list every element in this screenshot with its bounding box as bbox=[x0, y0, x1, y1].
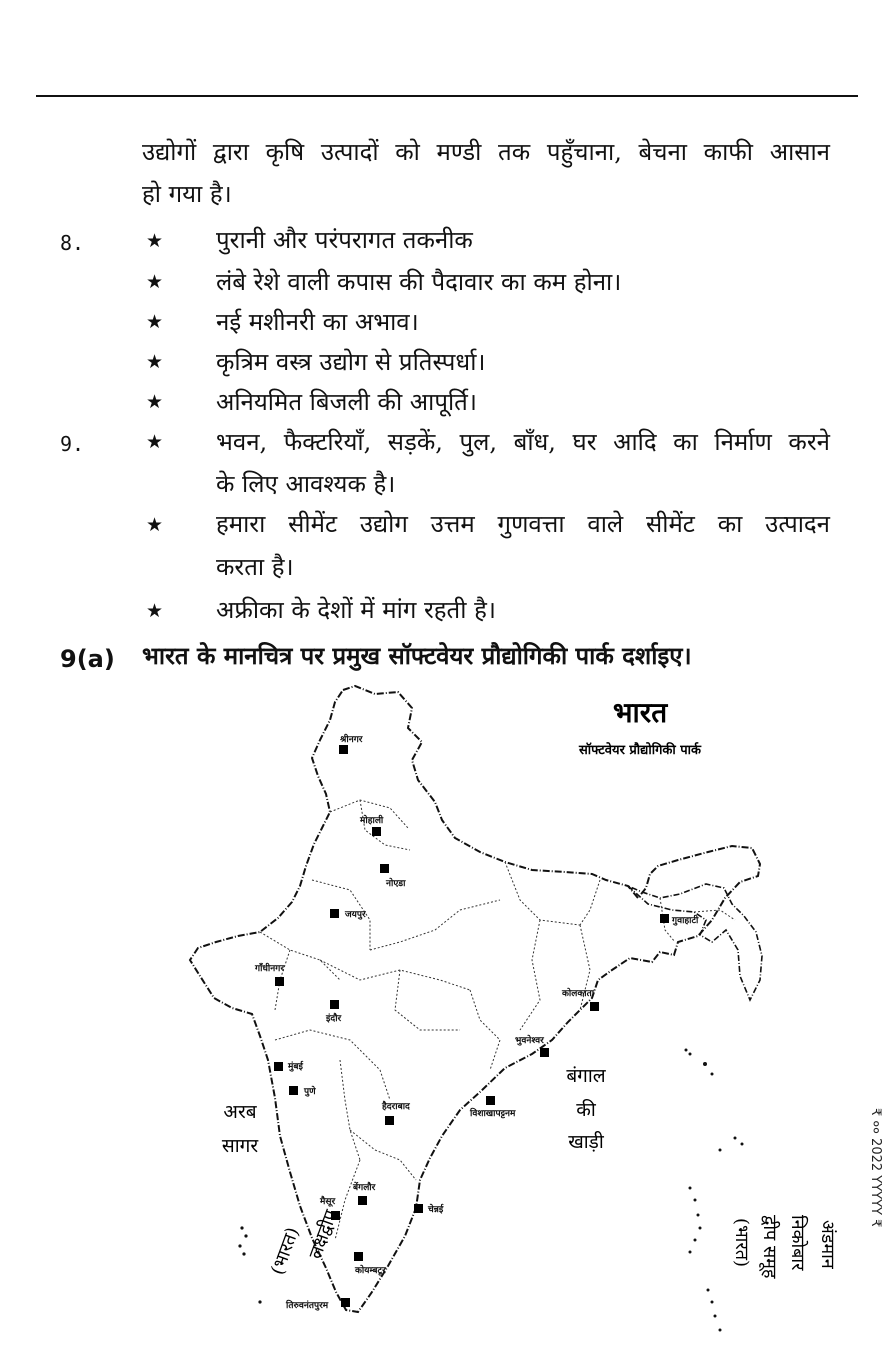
label-pune: पुणे bbox=[304, 1087, 316, 1097]
marker-gandhinagar bbox=[275, 977, 284, 986]
label-mumbai: मुंबई bbox=[288, 1062, 303, 1072]
q9-item-2-line-1: हमारा सीमेंट उद्योग उत्तम गुणवत्ता वाले सीमेंट का उत्पादन bbox=[216, 510, 830, 538]
marker-visakhapatnam bbox=[486, 1096, 495, 1105]
lakshadweep-label: लक्षद्वीप bbox=[304, 1207, 342, 1262]
marker-mumbai bbox=[274, 1062, 283, 1071]
marker-srinagar bbox=[339, 745, 348, 754]
arabian-sea-line-2: सागर bbox=[221, 1135, 259, 1157]
dweep-samooh-label: द्वीप समूह bbox=[759, 1215, 780, 1279]
label-mohali: मोहाली bbox=[360, 816, 384, 826]
label-visakhapatnam: विशाखापट्टनम bbox=[470, 1109, 516, 1119]
label-chennai: चेन्नई bbox=[428, 1205, 444, 1215]
q9-item-1-line-2: के लिए आवश्यक है। bbox=[216, 470, 396, 498]
bay-of-bengal-line-3: खाड़ी bbox=[568, 1131, 604, 1153]
label-bengaluru: बेंगलौर bbox=[353, 1183, 376, 1193]
q9-item-2-line-2: करता है। bbox=[216, 553, 294, 581]
q8-item-2: लंबे रेशे वाली कपास की पैदावार का कम होना। bbox=[216, 268, 622, 296]
label-bhubaneswar: भुवनेश्वर bbox=[515, 1036, 544, 1046]
q9a-number: 9(a) bbox=[60, 645, 115, 673]
northeast-outline bbox=[628, 884, 762, 1000]
marker-hyderabad bbox=[385, 1116, 394, 1125]
q8-item-5: अनियमित बिजली की आपूर्ति। bbox=[216, 388, 477, 416]
andaman-bharat-label: (भारत) bbox=[731, 1218, 752, 1267]
bullet-star: ★ bbox=[146, 271, 164, 293]
india-outline bbox=[190, 686, 760, 1312]
intro-line-2: हो गया है। bbox=[142, 180, 232, 208]
q9a-question: भारत के मानचित्र पर प्रमुख सॉफ्टवेयर प्रौद्योगिकी पार्क दर्शाइए। bbox=[142, 641, 692, 670]
intro-line-1: उद्योगों द्वारा कृषि उत्पादों को मण्डी तक पहुँचाना, बेचना काफी आसान bbox=[142, 138, 830, 166]
bullet-star: ★ bbox=[146, 311, 164, 333]
map-subtitle: सॉफ्टवेयर प्रौद्योगिकी पार्क bbox=[578, 743, 702, 758]
marker-bhubaneswar bbox=[540, 1048, 549, 1057]
q8-number: 8. bbox=[60, 231, 85, 255]
andaman-label: अंडमान bbox=[817, 1220, 838, 1269]
bullet-star: ★ bbox=[146, 391, 164, 413]
label-gandhinagar: गाँधीनगर bbox=[255, 964, 285, 974]
marker-chennai bbox=[414, 1204, 423, 1213]
label-jaipur: जयपुर bbox=[345, 910, 366, 920]
marker-mohali bbox=[372, 827, 381, 836]
bullet-star: ★ bbox=[146, 600, 164, 622]
label-thiruvananthapuram: तिरुवनंतपुरम bbox=[286, 1301, 329, 1311]
bullet-star: ★ bbox=[146, 431, 164, 453]
bay-of-bengal-line-1: बंगाल bbox=[566, 1065, 606, 1087]
label-coimbatore: कोयम्बटूर bbox=[355, 1266, 386, 1276]
label-mysuru: मैसूर bbox=[320, 1197, 336, 1207]
bay-of-bengal-line-2: की bbox=[576, 1099, 596, 1121]
marker-coimbatore bbox=[354, 1252, 363, 1261]
map-title: भारत bbox=[612, 696, 668, 729]
lakshadweep-islands bbox=[238, 1226, 261, 1303]
bullet-star: ★ bbox=[146, 230, 164, 252]
q8-item-1: पुरानी और परंपरागत तकनीक bbox=[216, 226, 473, 254]
label-srinagar: श्रीनगर bbox=[340, 735, 363, 745]
marker-jaipur bbox=[330, 909, 339, 918]
q9-item-1-line-1: भवन, फैक्टरियाँ, सड़कें, पुल, बाँध, घर आदि का निर्माण करने bbox=[216, 428, 830, 456]
bullet-star: ★ bbox=[146, 514, 164, 536]
top-rule bbox=[36, 95, 858, 97]
q9-item-3: अफ्रीका के देशों में मांग रहती है। bbox=[216, 596, 496, 624]
marker-pune bbox=[289, 1086, 298, 1095]
arabian-sea-line-1: अरब bbox=[223, 1101, 257, 1123]
lakshadweep-bharat-label: (भारत) bbox=[266, 1224, 304, 1278]
nicobar-label: निकोबार bbox=[787, 1215, 808, 1271]
label-hyderabad: हैदराबाद bbox=[382, 1102, 410, 1112]
q9-number: 9. bbox=[60, 432, 85, 456]
label-kolkata: कोलकाता bbox=[562, 989, 595, 999]
marker-kolkata bbox=[590, 1002, 599, 1011]
q8-item-3: नई मशीनरी का अभाव। bbox=[216, 308, 419, 336]
marker-guwahati bbox=[660, 914, 669, 923]
andaman-islands bbox=[685, 1049, 744, 1332]
india-map bbox=[160, 680, 860, 1350]
india-map-svg bbox=[160, 680, 860, 1350]
label-noida: नोएडा bbox=[386, 879, 406, 889]
marker-indore bbox=[330, 1000, 339, 1009]
q8-item-4: कृत्रिम वस्त्र उद्योग से प्रतिस्पर्धा। bbox=[216, 348, 486, 376]
marker-thiruvananthapuram bbox=[341, 1298, 350, 1307]
side-margin-note: ₹ ०० 2022 YYYYY ₹ bbox=[868, 1108, 883, 1228]
bullet-star: ★ bbox=[146, 351, 164, 373]
label-indore: इंदौर bbox=[326, 1014, 342, 1024]
label-guwahati: गुवाहाटी bbox=[672, 916, 699, 926]
marker-bengaluru bbox=[358, 1196, 367, 1205]
marker-noida bbox=[380, 864, 389, 873]
